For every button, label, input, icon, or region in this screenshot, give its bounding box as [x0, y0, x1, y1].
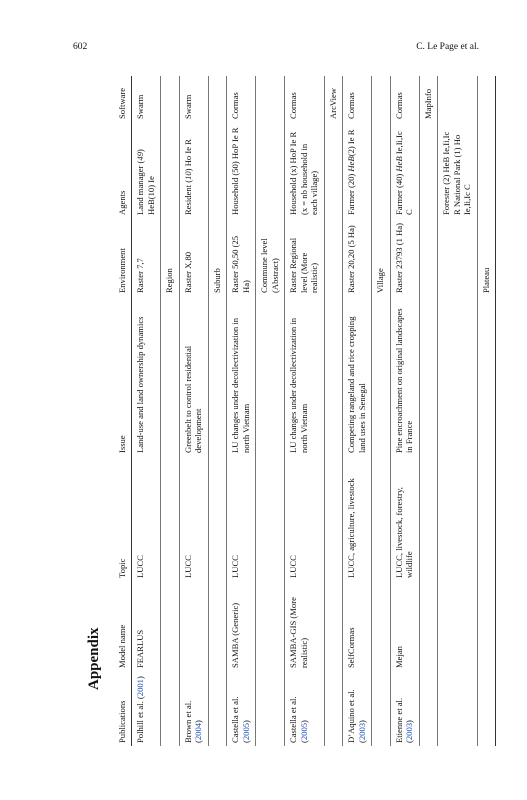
cell-topic: LUCC, livestock, forestry, wildlife [390, 456, 419, 581]
cell-environment: Raster 23793 (1 Ha) [390, 218, 419, 296]
cell-agents [285, 122, 324, 218]
cell-environment: Raster 20,20 (5 Ha) [343, 218, 372, 296]
cell-agents [161, 122, 179, 218]
agents-post: (2) Ie R [346, 129, 357, 157]
table-row [390, 76, 419, 746]
cell-publication: Brown et al. (2004) [179, 671, 208, 746]
agents-post: ) Ho Ie R [182, 139, 193, 172]
cell-agents [256, 122, 285, 218]
cell-publication: Polhill et al. (2001) [132, 671, 161, 746]
cell-agents [419, 122, 437, 218]
cell-model-name: SelfCormas [343, 581, 372, 671]
column-header-topic: Topic [114, 456, 132, 581]
publication-author: Etienne et al. [393, 697, 404, 743]
cell-agents [390, 122, 419, 218]
cell-agents [324, 122, 342, 218]
cell-issue [419, 296, 437, 456]
cell-topic [256, 456, 285, 581]
table-row [256, 76, 285, 746]
table-row [477, 76, 495, 746]
table-row [438, 76, 477, 746]
cell-topic [477, 456, 495, 581]
agents-count: 10 [182, 171, 193, 180]
running-head: C. Le Page et al. [416, 42, 479, 52]
publication-year-link[interactable]: 2003 [356, 722, 367, 741]
cell-issue [477, 296, 495, 456]
cell-software [477, 76, 495, 122]
cell-issue [438, 296, 477, 456]
publication-year-link[interactable]: 2003 [404, 722, 415, 741]
publication-year-link[interactable]: 2005 [240, 722, 251, 741]
column-header-publications: Publications [114, 671, 132, 746]
cell-software [372, 76, 390, 122]
cell-publication [477, 671, 495, 746]
agents-pre: Resident ( [182, 179, 193, 215]
table-body [132, 76, 496, 746]
column-header-agents: Agents [114, 122, 132, 218]
cell-agents [227, 122, 256, 218]
publication-year-link[interactable]: 2001 [135, 679, 146, 697]
cell-software: Cormas [227, 76, 256, 122]
cell-environment: Commune level (Abstract) [256, 218, 285, 296]
agents-pre: Farmer (40) [393, 171, 404, 215]
cell-publication: Etienne et al. (2003) [390, 671, 419, 746]
page-number: 602 [73, 42, 88, 52]
agents-pre: Household (50) HoP Ie R [230, 127, 241, 215]
cell-agents [343, 122, 372, 218]
cell-topic: LUCC [132, 456, 161, 581]
cell-issue: Pine encroachment on original landscapes in France [390, 296, 419, 456]
cell-model-name: SAMBA-GIS (More realistic) [285, 581, 324, 671]
appendix-table [114, 76, 496, 746]
cell-issue: Land-use and land ownership dynamics [132, 296, 161, 456]
cell-environment [438, 218, 477, 296]
cell-issue: LU changes under decollectivization in north Vietnam [285, 296, 324, 456]
table-row [372, 76, 390, 746]
column-header-issue: Issue [114, 296, 132, 456]
cell-environment [419, 218, 437, 296]
cell-model-name [208, 581, 226, 671]
column-header-model-name: Model name [114, 581, 132, 671]
publication-author: Polhill et al. [135, 701, 146, 743]
cell-topic [438, 456, 477, 581]
table-row [161, 76, 179, 746]
publication-author: Brown et al. [182, 700, 193, 743]
cell-environment: Region [161, 218, 179, 296]
cell-environment: Raster Regional level (More realistic) [285, 218, 324, 296]
cell-topic: LUCC [227, 456, 256, 581]
table-row [324, 76, 342, 746]
column-header-software: Software [114, 76, 132, 122]
cell-issue [372, 296, 390, 456]
appendix-table-container [114, 76, 491, 746]
cell-software: Swarm [132, 76, 161, 122]
cell-issue [161, 296, 179, 456]
agents-post: Ie,Ii,Ic C [393, 131, 415, 215]
cell-publication: Castella et al. (2005) [285, 671, 324, 746]
cell-model-name [179, 581, 208, 671]
publication-author: Castella et al. [288, 696, 299, 743]
cell-environment: Suburb [208, 218, 226, 296]
cell-software [161, 76, 179, 122]
cell-agents [208, 122, 226, 218]
table-row [179, 76, 208, 746]
table-row [419, 76, 437, 746]
cell-software: Swarm [179, 76, 208, 122]
cell-environment: Village [372, 218, 390, 296]
cell-agents [132, 122, 161, 218]
agents-pre: Farmer (20) [346, 171, 357, 215]
table-row [132, 76, 161, 746]
cell-topic [372, 456, 390, 581]
cell-software: Cormas [343, 76, 372, 122]
agents-count: 49 [135, 152, 146, 161]
cell-agents [179, 122, 208, 218]
cell-publication [324, 671, 342, 746]
cell-publication [256, 671, 285, 746]
cell-publication [438, 671, 477, 746]
cell-model-name: FEARLUS [132, 581, 161, 671]
table-row [343, 76, 372, 746]
cell-environment: Plateau [477, 218, 495, 296]
cell-issue: Competing rangeland and rice cropping land uses in Senegal [343, 296, 372, 456]
table-row [208, 76, 226, 746]
cell-model-name [438, 581, 477, 671]
cell-publication [419, 671, 437, 746]
cell-model-name [419, 581, 437, 671]
agents-pre: Land manager ( [135, 160, 146, 215]
cell-agents [372, 122, 390, 218]
cell-publication [372, 671, 390, 746]
cell-model-name: Mejan [390, 581, 419, 671]
agents-count: HeB [393, 156, 404, 172]
cell-agents [477, 122, 495, 218]
cell-topic [208, 456, 226, 581]
cell-issue [208, 296, 226, 456]
cell-topic [324, 456, 342, 581]
publication-author: D’Aquino et al. [346, 689, 357, 743]
agents-count: HeB [346, 156, 357, 172]
cell-software: MapInfo [419, 76, 437, 122]
cell-model-name [324, 581, 342, 671]
section-title: Appendix [86, 627, 102, 690]
cell-issue [256, 296, 285, 456]
cell-publication: D’Aquino et al. (2003) [343, 671, 372, 746]
agents-post: ) HeB(10) Ie [135, 149, 156, 215]
cell-software [208, 76, 226, 122]
cell-publication: Castella et al. (2005) [227, 671, 256, 746]
cell-issue [324, 296, 342, 456]
publication-year-link[interactable]: 2005 [298, 722, 309, 741]
cell-issue: LU changes under decollectivization in north Vietnam [227, 296, 256, 456]
cell-topic: LUCC [285, 456, 324, 581]
agents-pre: Forester (2) HeB Ie,Ii,Ic R National Park (1) Ho Ie,Ii,Ic C [441, 131, 473, 215]
cell-environment [324, 218, 342, 296]
cell-software: ArcView [324, 76, 342, 122]
table-row [227, 76, 256, 746]
cell-environment: Raster 7,7 [132, 218, 161, 296]
cell-software [438, 76, 477, 122]
cell-topic [419, 456, 437, 581]
table-row [285, 76, 324, 746]
cell-software [256, 76, 285, 122]
agents-pre: Household (x) HoP Ie R (x = nb household in each village) [288, 131, 320, 215]
cell-agents [438, 122, 477, 218]
publication-author: Castella et al. [230, 696, 241, 743]
cell-topic: LUCC, agriculture, livestock [343, 456, 372, 581]
cell-model-name [161, 581, 179, 671]
cell-model-name [372, 581, 390, 671]
cell-environment: Raster X,80 [179, 218, 208, 296]
cell-environment: Raster 50,50 (25 Ha) [227, 218, 256, 296]
cell-topic [161, 456, 179, 581]
cell-software: Cormas [390, 76, 419, 122]
cell-model-name: SAMBA (Generic) [227, 581, 256, 671]
publication-year-link[interactable]: 2004 [193, 722, 204, 741]
cell-model-name [477, 581, 495, 671]
column-header-environment: Environment [114, 218, 132, 296]
table-header-row [114, 76, 132, 746]
cell-publication [208, 671, 226, 746]
cell-publication [161, 671, 179, 746]
cell-issue: Greenbelt to control residential development [179, 296, 208, 456]
cell-model-name [256, 581, 285, 671]
cell-topic: LUCC [179, 456, 208, 581]
cell-software: Cormas [285, 76, 324, 122]
